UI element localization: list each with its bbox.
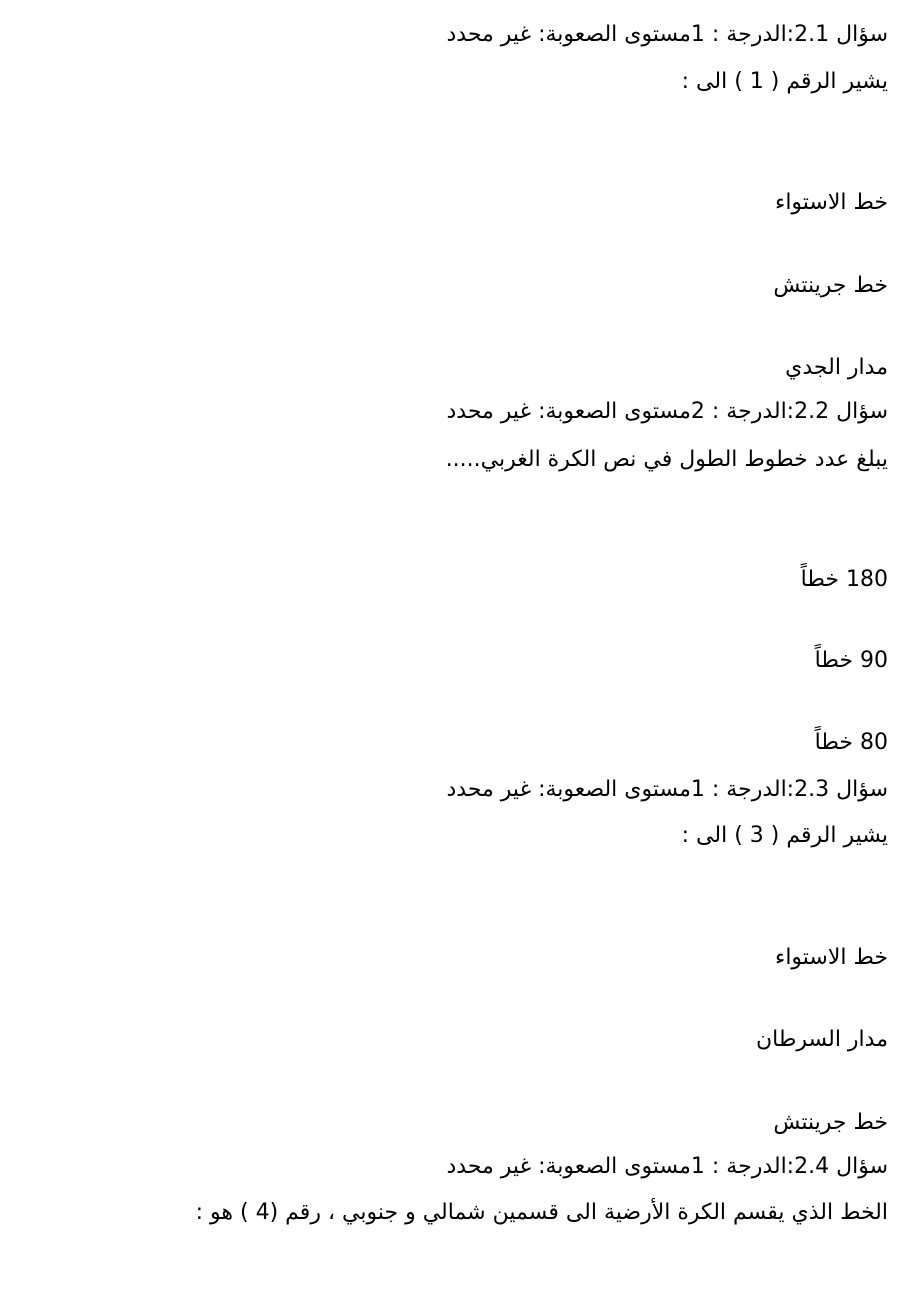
answer-option[interactable]: 90 خطاً xyxy=(814,648,888,673)
answer-option[interactable]: 80 خطاً xyxy=(814,730,888,755)
answer-option[interactable]: مدار الجدي xyxy=(785,355,888,380)
question-text: يبلغ عدد خطوط الطول في نص الكرة الغربي..... xyxy=(445,447,888,472)
answer-option[interactable]: 180 خطاً xyxy=(800,567,888,592)
question-header: سؤال 2.4:الدرجة : 1مستوى الصعوبة: غير محدد xyxy=(446,1154,888,1179)
answer-option[interactable]: خط جرينتش xyxy=(773,273,888,298)
question-text: يشير الرقم ( 1 ) الى : xyxy=(681,69,888,94)
answer-option[interactable]: خط جرينتش xyxy=(773,1110,888,1135)
answer-option[interactable]: خط الاستواء xyxy=(774,190,888,215)
question-text: الخط الذي يقسم الكرة الأرضية الى قسمين شمالي و جنوبي ، رقم (4 ) هو : xyxy=(195,1200,888,1225)
question-header: سؤال 2.1:الدرجة : 1مستوى الصعوبة: غير محدد xyxy=(446,22,888,47)
question-header: سؤال 2.3:الدرجة : 1مستوى الصعوبة: غير محدد xyxy=(446,777,888,802)
answer-option[interactable]: خط الاستواء xyxy=(774,945,888,970)
answer-option[interactable]: مدار السرطان xyxy=(755,1027,888,1052)
question-text: يشير الرقم ( 3 ) الى : xyxy=(681,823,888,848)
question-header: سؤال 2.2:الدرجة : 2مستوى الصعوبة: غير محدد xyxy=(446,399,888,424)
